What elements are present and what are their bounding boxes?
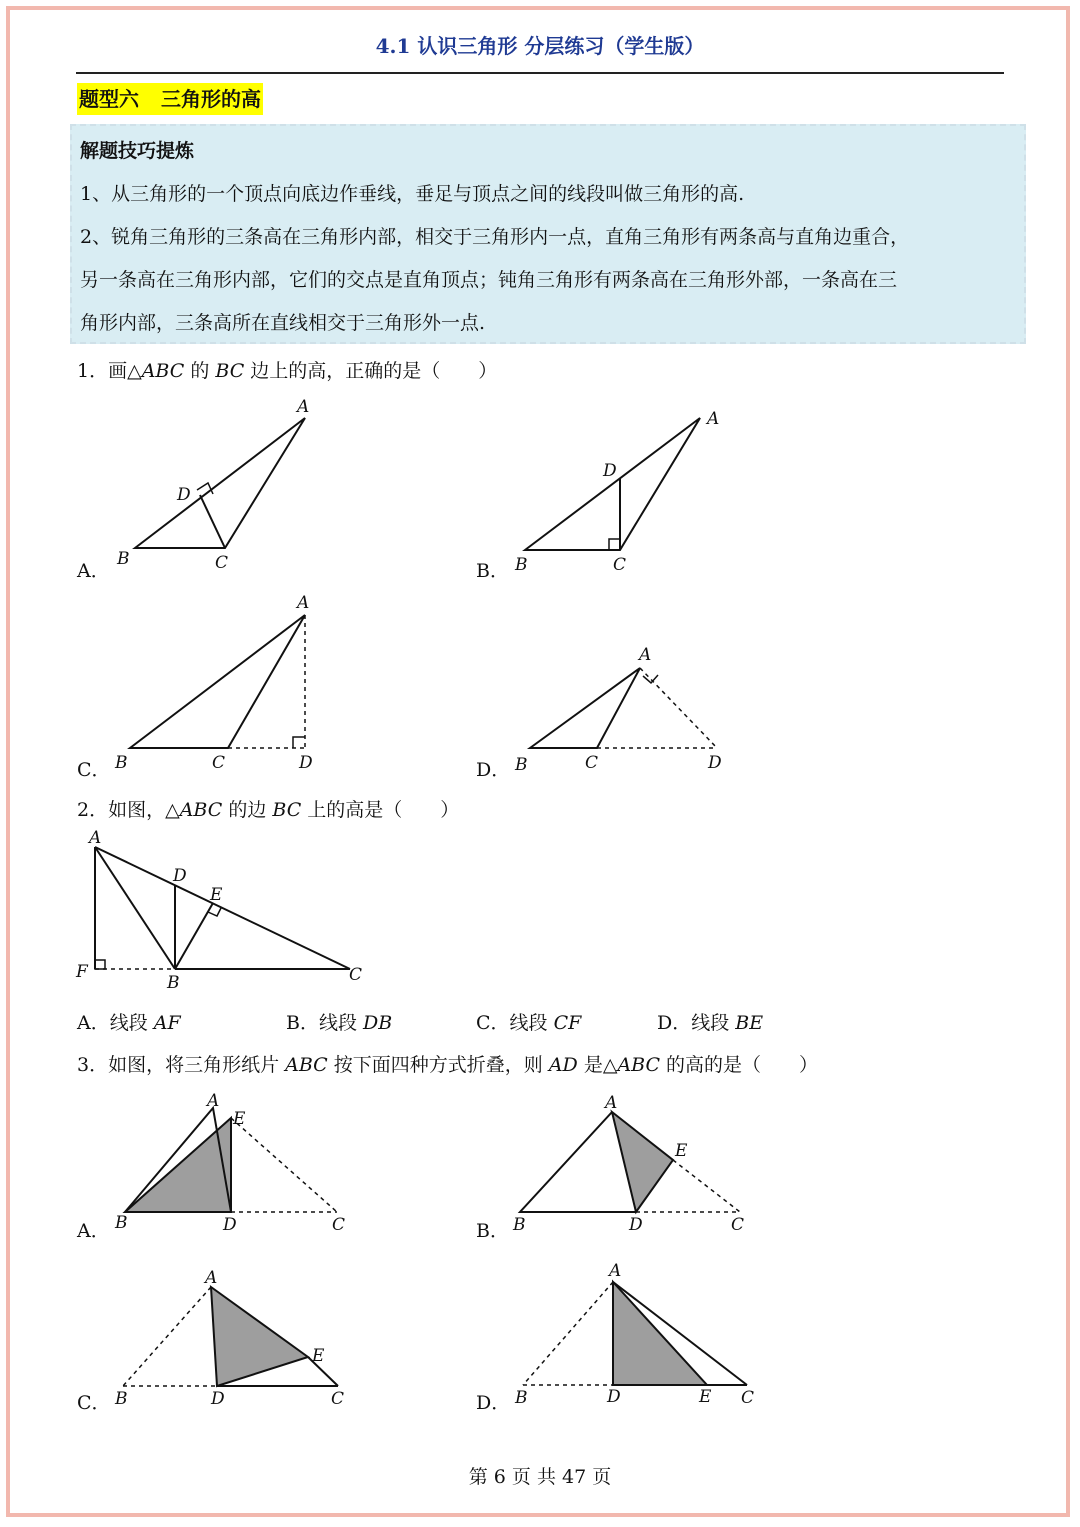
q1-option-a-label[interactable]: A． <box>77 560 110 582</box>
svg-text:D: D <box>603 461 617 481</box>
svg-text:C: C <box>741 1388 755 1408</box>
q2-option-b[interactable]: B．线段 DB <box>286 1012 393 1034</box>
tips-line-1: 1、从三角形的一个顶点向底边作垂线，垂足与顶点之间的线段叫做三角形的高. <box>80 183 745 205</box>
svg-text:B: B <box>515 1388 528 1408</box>
q1-figure-a <box>105 390 335 580</box>
svg-text:D: D <box>629 1215 643 1235</box>
page-number-footer: 第 6 页 共 47 页 <box>468 1466 612 1488</box>
tips-heading: 解题技巧提炼 <box>80 140 195 162</box>
svg-text:C: C <box>349 965 363 985</box>
svg-text:A: A <box>605 1093 618 1113</box>
tips-line-4: 角形内部，三条高所在直线相交于三角形外一点. <box>80 312 486 334</box>
question-3: 3．如图，将三角形纸片 ABC 按下面四种方式折叠，则 AD 是△ABC 的高的是（ ） <box>77 1054 819 1076</box>
svg-text:D: D <box>708 753 722 773</box>
svg-text:C: C <box>331 1389 345 1409</box>
question-2: 2．如图，△ABC 的边 BC 上的高是（ ） <box>77 799 460 821</box>
q3-figure-a <box>105 1090 355 1240</box>
tips-line-2: 2、锐角三角形的三条高在三角形内部，相交于三角形内一点，直角三角形有两条高与直角边重合， <box>80 226 910 248</box>
q2-option-a[interactable]: A．线段 AF <box>77 1012 181 1034</box>
page-header-title: 4.1 认识三角形 分层练习（学生版） <box>375 34 705 58</box>
svg-text:C: C <box>215 553 229 573</box>
q3-option-a-label[interactable]: A． <box>77 1220 110 1242</box>
svg-text:D: D <box>223 1215 237 1235</box>
question-1: 1．画△ABC 的 BC 边上的高，正确的是（ ） <box>77 360 498 382</box>
svg-text:A: A <box>297 593 310 613</box>
tips-box <box>70 124 1026 344</box>
q3-option-c-label[interactable]: C． <box>77 1392 111 1414</box>
svg-text:E: E <box>699 1387 712 1407</box>
q3-option-b-label[interactable]: B． <box>476 1220 509 1242</box>
q1-figure-d <box>505 640 735 780</box>
q3-figure-d <box>505 1260 765 1410</box>
svg-text:C: C <box>613 555 627 575</box>
svg-text:A: A <box>639 645 652 665</box>
q2-option-c[interactable]: C．线段 CF <box>476 1012 582 1034</box>
svg-text:A: A <box>707 409 720 429</box>
svg-text:D: D <box>607 1387 621 1407</box>
svg-text:C: C <box>585 753 599 773</box>
svg-text:D: D <box>177 485 191 505</box>
q3-figure-b <box>505 1090 755 1240</box>
svg-text:D: D <box>173 866 187 886</box>
q2-figure <box>70 825 380 995</box>
svg-text:A: A <box>297 397 310 417</box>
svg-text:B: B <box>513 1215 526 1235</box>
tips-line-3: 另一条高在三角形内部，它们的交点是直角顶点；钝角三角形有两条高在三角形外部，一条高在三 <box>80 269 898 291</box>
svg-text:C: C <box>332 1215 346 1235</box>
svg-text:A: A <box>205 1268 218 1288</box>
svg-text:B: B <box>115 753 128 773</box>
svg-text:A: A <box>89 828 102 848</box>
section-name: 三角形的高 <box>161 87 261 111</box>
header-divider <box>76 72 1004 74</box>
q1-option-d-label[interactable]: D． <box>476 759 511 781</box>
svg-text:B: B <box>115 1389 128 1409</box>
svg-text:E: E <box>675 1141 688 1161</box>
svg-text:B: B <box>117 549 130 569</box>
q1-option-c-label[interactable]: C． <box>77 759 111 781</box>
q1-figure-b <box>505 400 735 580</box>
svg-text:E: E <box>233 1109 246 1129</box>
svg-text:E: E <box>312 1346 325 1366</box>
svg-text:C: C <box>731 1215 745 1235</box>
svg-text:E: E <box>210 885 223 905</box>
svg-text:C: C <box>212 753 226 773</box>
svg-text:D: D <box>211 1389 225 1409</box>
svg-text:F: F <box>76 962 88 982</box>
q1-figure-c <box>105 590 335 780</box>
section-title <box>77 83 263 115</box>
svg-text:B: B <box>515 555 528 575</box>
q3-figure-c <box>105 1265 355 1415</box>
q3-option-d-label[interactable]: D． <box>476 1392 511 1414</box>
svg-text:A: A <box>207 1091 220 1111</box>
q2-option-d[interactable]: D．线段 BE <box>657 1012 764 1034</box>
svg-text:D: D <box>299 753 313 773</box>
svg-text:A: A <box>609 1261 622 1281</box>
svg-text:B: B <box>515 755 528 775</box>
svg-text:B: B <box>115 1213 128 1233</box>
q1-option-b-label[interactable]: B． <box>476 560 509 582</box>
section-label: 题型六 <box>79 87 139 111</box>
svg-text:B: B <box>167 973 180 993</box>
